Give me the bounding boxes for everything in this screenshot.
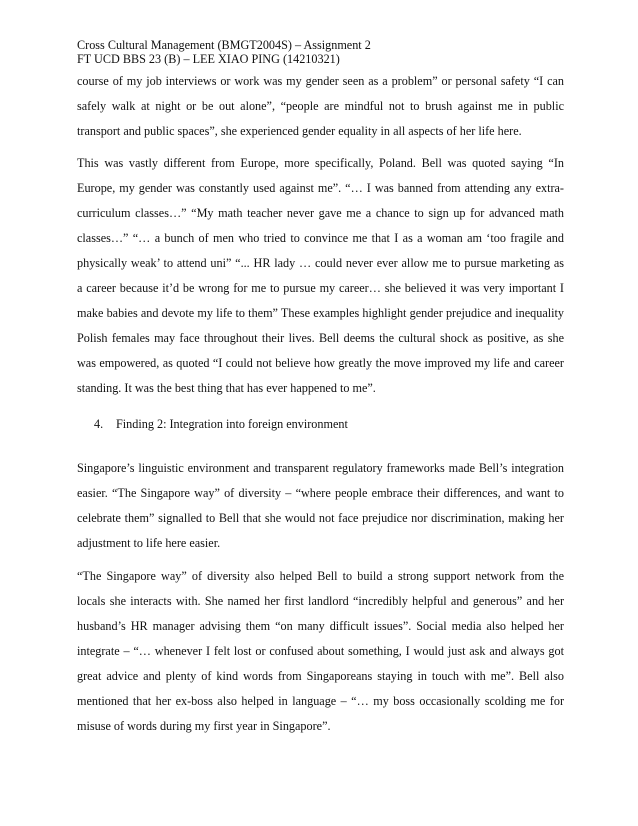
paragraph-line: safely walk at night or be out alone”, “people are mindful not to brush against me in public bbox=[77, 99, 564, 113]
paragraph-2 bbox=[77, 151, 564, 401]
page-header bbox=[77, 38, 567, 66]
paragraph-4 bbox=[77, 564, 564, 739]
paragraph-line: This was vastly different from Europe, more specifically, Poland. Bell was quoted saying “In bbox=[77, 156, 564, 170]
paragraph-line: great advice and plenty of kind words from Singaporeans staying in touch with me”. Bell also bbox=[77, 669, 564, 683]
paragraph-3 bbox=[77, 456, 564, 556]
paragraph-line: misuse of words during my first year in Singapore”. bbox=[77, 719, 331, 733]
paragraph-line: was empowered, as quoted “I could not believe how greatly the move improved my life and career bbox=[77, 356, 564, 370]
paragraph-line: integrate – “… whenever I felt lost or confused about something, I would just ask and always got bbox=[77, 644, 564, 658]
header-course-line: Cross Cultural Management (BMGT2004S) – Assignment 2 bbox=[77, 38, 371, 52]
paragraph-line: easier. “The Singapore way” of diversity – “where people embrace their differences, and want to bbox=[77, 486, 564, 500]
paragraph-1 bbox=[77, 69, 564, 144]
paragraph-line: transport and public spaces”, she experienced gender equality in all aspects of her life here. bbox=[77, 124, 522, 138]
paragraph-line: Europe, my gender was constantly used against me”. “… I was banned from attending any extra- bbox=[77, 181, 564, 195]
header-student-line: FT UCD BBS 23 (B) – LEE XIAO PING (14210321) bbox=[77, 52, 340, 66]
paragraph-line: a career because it’d be wrong for me to pursue my career… she believed it was very important I bbox=[77, 281, 564, 295]
paragraph-line: course of my job interviews or work was my gender seen as a problem” or personal safety “I can bbox=[77, 74, 564, 88]
paragraph-line: locals she interacts with. She named her first landlord “incredibly helpful and generous” and her bbox=[77, 594, 564, 608]
section-number: 4. bbox=[94, 417, 104, 431]
paragraph-line: “The Singapore way” of diversity also helped Bell to build a strong support network from the bbox=[77, 569, 564, 583]
paragraph-line: curriculum classes…” “My math teacher never gave me a chance to sign up for advanced math bbox=[77, 206, 564, 220]
paragraph-line: celebrate them” signalled to Bell that she would not face prejudice nor discrimination, making her bbox=[77, 511, 564, 525]
paragraph-line: make babies and devote my life to them” These examples highlight gender prejudice and inequality bbox=[77, 306, 564, 320]
paragraph-line: classes…” “… a bunch of men who tried to convince me that I as a woman am ‘too fragile and bbox=[77, 231, 564, 245]
paragraph-line: Polish females may face throughout their lives. Bell deems the cultural shock as positive, as she bbox=[77, 331, 564, 345]
paragraph-line: Singapore’s linguistic environment and transparent regulatory frameworks made Bell’s integration bbox=[77, 461, 564, 475]
paragraph-line: husband’s HR manager advising them “on many difficult issues”. Social media also helped her bbox=[77, 619, 564, 633]
paragraph-line: standing. It was the best thing that has ever happened to me”. bbox=[77, 381, 376, 395]
paragraph-line: physically weak’ to attend uni” “... HR lady … could never ever allow me to pursue marketing as bbox=[77, 256, 564, 270]
paragraph-line: mentioned that her ex-boss also helped in language – “… my boss occasionally scolding me for bbox=[77, 694, 564, 708]
paragraph-line: adjustment to life here easier. bbox=[77, 536, 221, 550]
section-title: Finding 2: Integration into foreign environment bbox=[116, 417, 348, 431]
section-heading bbox=[94, 416, 348, 432]
